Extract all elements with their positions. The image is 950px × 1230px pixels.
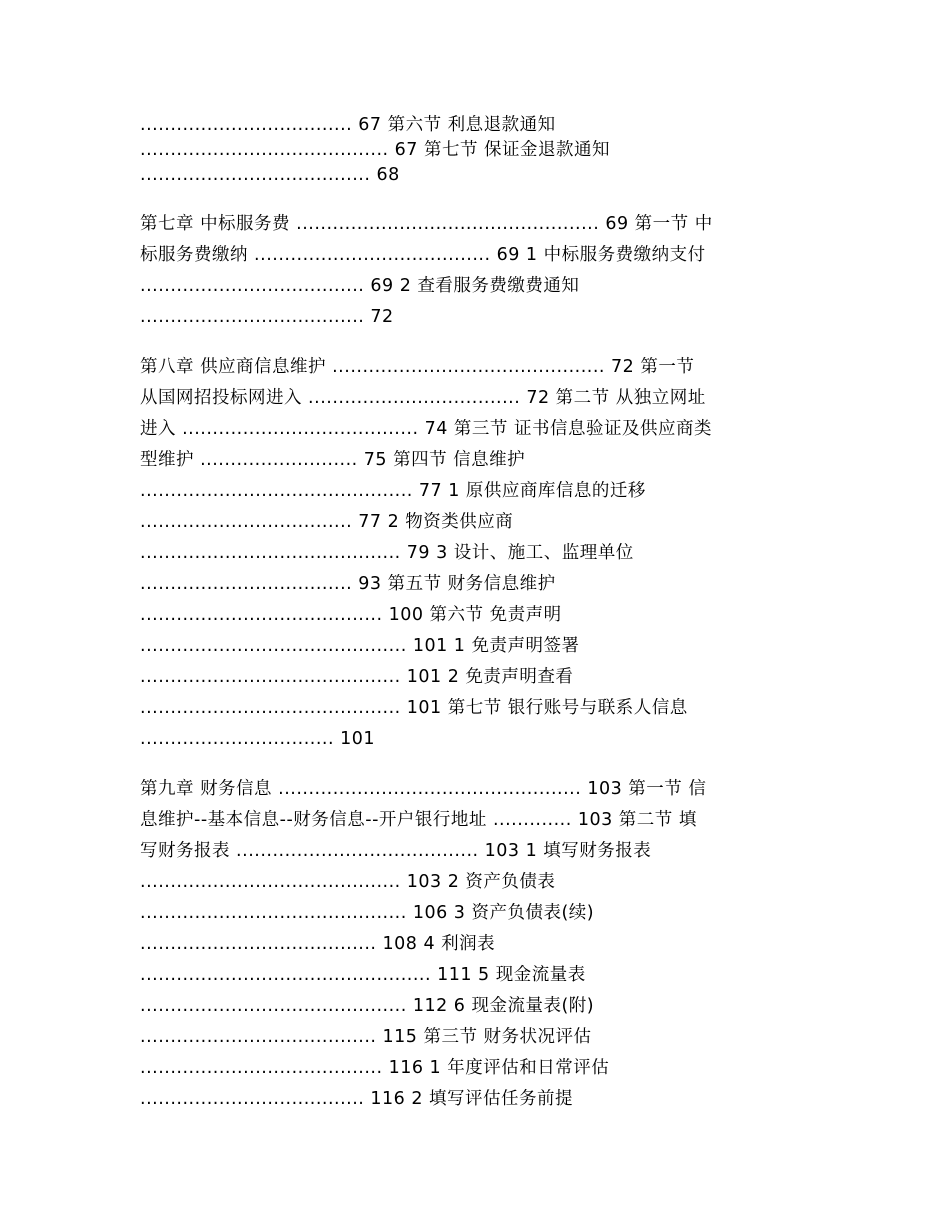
toc-line: ..................................... 69 2 查看服务费缴费通知 (140, 276, 580, 296)
toc-line: ....................................... 108 4 利润表 (140, 934, 496, 954)
toc-line: ...................................... 68 (140, 165, 400, 185)
toc-line: 进入 ....................................... 74 第三节 证书信息验证及供应商类 (140, 419, 712, 439)
toc-line: ..................................... 72 (140, 307, 394, 327)
toc-line: ................................... 93 第五节 财务信息维护 (140, 574, 556, 594)
toc-line: ........................................ 100 第六节 免责声明 (140, 605, 562, 625)
toc-line: ............................................ 106 3 资产负债表(续) (140, 903, 595, 923)
toc-line: ................................ 101 (140, 729, 375, 749)
toc-line: 标服务费缴纳 ....................................... 69 1 中标服务费缴纳支付 (140, 245, 706, 265)
toc-line: 写财务报表 ........................................ 103 1 填写财务报表 (140, 841, 652, 861)
toc-chapter-line: 第七章 中标服务费 .................................................. 69 第一节 中 (140, 214, 713, 234)
toc-chapter-line: 第九章 财务信息 .................................................. 103 第一节 信 (140, 779, 707, 799)
toc-line: ................................................ 111 5 现金流量表 (140, 965, 586, 985)
toc-line: ........................................... 79 3 设计、施工、监理单位 (140, 543, 634, 563)
toc-line: ............................................ 101 1 免责声明签署 (140, 636, 580, 656)
toc-line: ....................................... 115 第三节 财务状况评估 (140, 1027, 592, 1047)
toc-chapter-line: 第八章 供应商信息维护 ............................................. 72 第一节 (140, 357, 695, 377)
toc-line: ........................................... 103 2 资产负债表 (140, 872, 556, 892)
toc-line: ............................................. 77 1 原供应商库信息的迁移 (140, 481, 646, 501)
toc-line: ................................... 77 2 物资类供应商 (140, 512, 514, 532)
toc-line: ................................... 67 第六节 利息退款通知 (140, 115, 556, 135)
toc-line: ........................................ 116 1 年度评估和日常评估 (140, 1058, 610, 1078)
toc-line: 型维护 .......................... 75 第四节 信息维护 (140, 450, 526, 470)
toc-line: ............................................ 112 6 现金流量表(附) (140, 996, 595, 1016)
toc-line: ........................................... 101 第七节 银行账号与联系人信息 (140, 698, 688, 718)
toc-line: 从国网招投标网进入 ................................... 72 第二节 从独立网址 (140, 388, 706, 408)
toc-line: ........................................... 101 2 免责声明查看 (140, 667, 574, 687)
toc-line: ..................................... 116 2 填写评估任务前提 (140, 1089, 574, 1109)
toc-line: ......................................... 67 第七节 保证金退款通知 (140, 140, 611, 160)
toc-line: 息维护--基本信息--财务信息--开户银行地址 ............. 103 第二节 填 (140, 810, 697, 830)
